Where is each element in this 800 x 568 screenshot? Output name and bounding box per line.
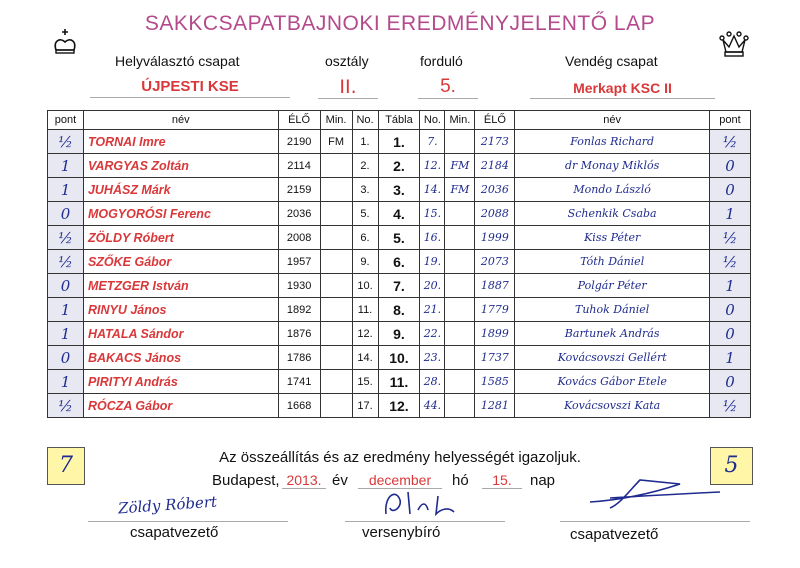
table-row bbox=[48, 130, 751, 154]
col-guest-min: Min. bbox=[445, 111, 475, 130]
home-elo: 2008 bbox=[278, 226, 320, 250]
home-no: 10. bbox=[352, 274, 378, 298]
guest-min bbox=[445, 226, 475, 250]
board-number: 11. bbox=[378, 370, 420, 394]
guest-pont: 1 bbox=[709, 274, 750, 298]
home-no: 5. bbox=[352, 202, 378, 226]
guest-pont: ½ bbox=[709, 250, 750, 274]
guest-no: 28. bbox=[420, 370, 445, 394]
board-number: 3. bbox=[378, 178, 420, 202]
home-name: TORNAI Imre bbox=[83, 130, 278, 154]
guest-name: Tóth Dániel bbox=[515, 250, 710, 274]
col-home-elo: ÉLŐ bbox=[278, 111, 320, 130]
guest-elo: 1585 bbox=[475, 370, 515, 394]
home-min bbox=[320, 154, 352, 178]
home-min bbox=[320, 274, 352, 298]
arbiter-signature bbox=[378, 484, 468, 524]
table-row bbox=[48, 226, 751, 250]
home-min bbox=[320, 178, 352, 202]
table-header-row bbox=[48, 111, 751, 130]
board-number: 1. bbox=[378, 130, 420, 154]
guest-elo: 1281 bbox=[475, 394, 515, 418]
board-number: 4. bbox=[378, 202, 420, 226]
home-name: JUHÁSZ Márk bbox=[83, 178, 278, 202]
home-name: RINYU János bbox=[83, 298, 278, 322]
home-no: 1. bbox=[352, 130, 378, 154]
home-pont: ½ bbox=[48, 226, 84, 250]
home-pont: ½ bbox=[48, 394, 84, 418]
guest-captain-line bbox=[560, 520, 750, 522]
home-total: 7 bbox=[59, 453, 73, 478]
board-number: 7. bbox=[378, 274, 420, 298]
guest-elo: 2184 bbox=[475, 154, 515, 178]
guest-no: 15. bbox=[420, 202, 445, 226]
home-elo: 1930 bbox=[278, 274, 320, 298]
guest-total: 5 bbox=[724, 453, 739, 478]
guest-min bbox=[445, 250, 475, 274]
division-value: II. bbox=[318, 76, 378, 99]
guest-pont: 0 bbox=[709, 154, 750, 178]
board-number: 10. bbox=[378, 346, 420, 370]
guest-min: FM bbox=[445, 178, 475, 202]
guest-no: 12. bbox=[420, 154, 445, 178]
home-pont: 1 bbox=[48, 298, 84, 322]
guest-pont: 0 bbox=[709, 322, 750, 346]
guest-team-label: Vendég csapat bbox=[565, 53, 658, 69]
home-no: 2. bbox=[352, 154, 378, 178]
chess-king-icon bbox=[50, 26, 80, 56]
home-no: 17. bbox=[352, 394, 378, 418]
home-min bbox=[320, 370, 352, 394]
home-name: ZÖLDY Róbert bbox=[83, 226, 278, 250]
day-value: 15. bbox=[482, 472, 522, 489]
guest-elo: 1899 bbox=[475, 322, 515, 346]
home-pont: 1 bbox=[48, 322, 84, 346]
home-min: FM bbox=[320, 130, 352, 154]
home-no: 15. bbox=[352, 370, 378, 394]
guest-team-name: Merkapt KSC II bbox=[530, 80, 715, 99]
table-row bbox=[48, 250, 751, 274]
guest-pont: 0 bbox=[709, 370, 750, 394]
guest-pont: ½ bbox=[709, 226, 750, 250]
guest-elo: 2088 bbox=[475, 202, 515, 226]
guest-min bbox=[445, 202, 475, 226]
table-row bbox=[48, 394, 751, 418]
city: Budapest, bbox=[212, 472, 280, 489]
guest-pont: 1 bbox=[709, 346, 750, 370]
col-home-no: No. bbox=[352, 111, 378, 130]
guest-elo: 2073 bbox=[475, 250, 515, 274]
home-pont: 1 bbox=[48, 154, 84, 178]
month-value: december bbox=[358, 472, 442, 489]
guest-no: 14. bbox=[420, 178, 445, 202]
guest-name: Kovácsovszi Kata bbox=[515, 394, 710, 418]
col-guest-no: No. bbox=[420, 111, 445, 130]
guest-no: 7. bbox=[420, 130, 445, 154]
home-name: RÓCZA Gábor bbox=[83, 394, 278, 418]
table-row bbox=[48, 322, 751, 346]
arbiter-line bbox=[345, 520, 505, 522]
guest-name: Bartunek András bbox=[515, 322, 710, 346]
chess-queen-icon bbox=[718, 30, 750, 60]
guest-pont: 0 bbox=[709, 298, 750, 322]
home-min bbox=[320, 250, 352, 274]
guest-elo: 1887 bbox=[475, 274, 515, 298]
guest-name: Kiss Péter bbox=[515, 226, 710, 250]
guest-no: 16. bbox=[420, 226, 445, 250]
home-elo: 1668 bbox=[278, 394, 320, 418]
confirmation-statement: Az összeállítás és az eredmény helyességét igazoljuk. bbox=[219, 449, 581, 466]
home-team-label: Helyválasztó csapat bbox=[115, 53, 240, 69]
home-pont: 1 bbox=[48, 178, 84, 202]
home-min bbox=[320, 226, 352, 250]
table-row bbox=[48, 202, 751, 226]
col-guest-elo: ÉLŐ bbox=[475, 111, 515, 130]
guest-elo: 1999 bbox=[475, 226, 515, 250]
home-no: 12. bbox=[352, 322, 378, 346]
guest-elo: 1779 bbox=[475, 298, 515, 322]
table-row bbox=[48, 370, 751, 394]
home-elo: 1786 bbox=[278, 346, 320, 370]
guest-name: Tuhok Dániel bbox=[515, 298, 710, 322]
home-pont: ½ bbox=[48, 130, 84, 154]
division-label: osztály bbox=[325, 53, 369, 69]
home-name: SZŐKE Gábor bbox=[83, 250, 278, 274]
table-row bbox=[48, 346, 751, 370]
home-elo: 2190 bbox=[278, 130, 320, 154]
board-number: 2. bbox=[378, 154, 420, 178]
home-elo: 2036 bbox=[278, 202, 320, 226]
home-elo: 1876 bbox=[278, 322, 320, 346]
guest-name: dr Monay Miklós bbox=[515, 154, 710, 178]
guest-pont: 1 bbox=[709, 202, 750, 226]
guest-name: Kovács Gábor Etele bbox=[515, 370, 710, 394]
guest-captain-label: csapatvezető bbox=[570, 526, 659, 543]
home-pont: 0 bbox=[48, 202, 84, 226]
home-elo: 2114 bbox=[278, 154, 320, 178]
home-pont: 0 bbox=[48, 274, 84, 298]
guest-no: 22. bbox=[420, 322, 445, 346]
results-table bbox=[47, 110, 751, 418]
guest-name: Schenkik Csaba bbox=[515, 202, 710, 226]
col-home-pont: pont bbox=[48, 111, 84, 130]
guest-no: 20. bbox=[420, 274, 445, 298]
guest-captain-signature bbox=[580, 470, 730, 515]
home-name: MOGYORÓSI Ferenc bbox=[83, 202, 278, 226]
home-pont: 1 bbox=[48, 370, 84, 394]
home-captain-label: csapatvezető bbox=[130, 524, 219, 541]
guest-elo: 2036 bbox=[475, 178, 515, 202]
home-elo: 1892 bbox=[278, 298, 320, 322]
home-elo: 2159 bbox=[278, 178, 320, 202]
guest-min bbox=[445, 370, 475, 394]
table-row bbox=[48, 298, 751, 322]
guest-min: FM bbox=[445, 154, 475, 178]
home-name: METZGER István bbox=[83, 274, 278, 298]
table-row bbox=[48, 154, 751, 178]
board-number: 5. bbox=[378, 226, 420, 250]
guest-elo: 1737 bbox=[475, 346, 515, 370]
guest-no: 44. bbox=[420, 394, 445, 418]
page-title: SAKKCSAPATBAJNOKI EREDMÉNYJELENTŐ LAP bbox=[144, 12, 656, 35]
home-no: 9. bbox=[352, 250, 378, 274]
guest-no: 23. bbox=[420, 346, 445, 370]
board-number: 6. bbox=[378, 250, 420, 274]
guest-name: Kovácsovszi Gellért bbox=[515, 346, 710, 370]
round-label: forduló bbox=[420, 53, 463, 69]
home-no: 3. bbox=[352, 178, 378, 202]
col-guest-nev: név bbox=[515, 111, 710, 130]
home-min bbox=[320, 394, 352, 418]
guest-min bbox=[445, 298, 475, 322]
board-number: 12. bbox=[378, 394, 420, 418]
month-label: hó bbox=[452, 472, 469, 489]
guest-pont: ½ bbox=[709, 394, 750, 418]
year-value: 2013. bbox=[282, 472, 326, 489]
table-row bbox=[48, 178, 751, 202]
board-number: 8. bbox=[378, 298, 420, 322]
home-elo: 1741 bbox=[278, 370, 320, 394]
col-home-min: Min. bbox=[320, 111, 352, 130]
home-name: HATALA Sándor bbox=[83, 322, 278, 346]
home-min bbox=[320, 202, 352, 226]
home-name: VARGYAS Zoltán bbox=[83, 154, 278, 178]
guest-min bbox=[445, 322, 475, 346]
home-elo: 1957 bbox=[278, 250, 320, 274]
arbiter-label: versenybíró bbox=[362, 524, 441, 541]
year-label: év bbox=[332, 472, 348, 489]
table-row bbox=[48, 274, 751, 298]
home-no: 6. bbox=[352, 226, 378, 250]
home-captain-signature: Zöldy Róbert bbox=[117, 492, 218, 518]
col-home-nev: név bbox=[83, 111, 278, 130]
home-pont: ½ bbox=[48, 250, 84, 274]
guest-name: Polgár Péter bbox=[515, 274, 710, 298]
guest-no: 19. bbox=[420, 250, 445, 274]
guest-min bbox=[445, 274, 475, 298]
home-no: 14. bbox=[352, 346, 378, 370]
home-captain-line bbox=[88, 520, 288, 522]
home-team-name: ÚJPESTI KSE bbox=[90, 78, 290, 98]
home-pont: 0 bbox=[48, 346, 84, 370]
day-label: nap bbox=[530, 472, 556, 489]
home-min bbox=[320, 346, 352, 370]
col-tabla: Tábla bbox=[378, 111, 420, 130]
guest-pont: ½ bbox=[709, 130, 750, 154]
home-min bbox=[320, 298, 352, 322]
guest-name: Mondo László bbox=[515, 178, 710, 202]
guest-name: Fonlas Richard bbox=[515, 130, 710, 154]
col-guest-pont: pont bbox=[709, 111, 750, 130]
home-min bbox=[320, 322, 352, 346]
guest-min bbox=[445, 346, 475, 370]
home-no: 11. bbox=[352, 298, 378, 322]
guest-no: 21. bbox=[420, 298, 445, 322]
guest-elo: 2173 bbox=[475, 130, 515, 154]
home-name: PIRITYI András bbox=[83, 370, 278, 394]
guest-pont: 0 bbox=[709, 178, 750, 202]
guest-min bbox=[445, 130, 475, 154]
round-value: 5. bbox=[418, 76, 478, 99]
guest-min bbox=[445, 394, 475, 418]
home-name: BAKACS János bbox=[83, 346, 278, 370]
board-number: 9. bbox=[378, 322, 420, 346]
